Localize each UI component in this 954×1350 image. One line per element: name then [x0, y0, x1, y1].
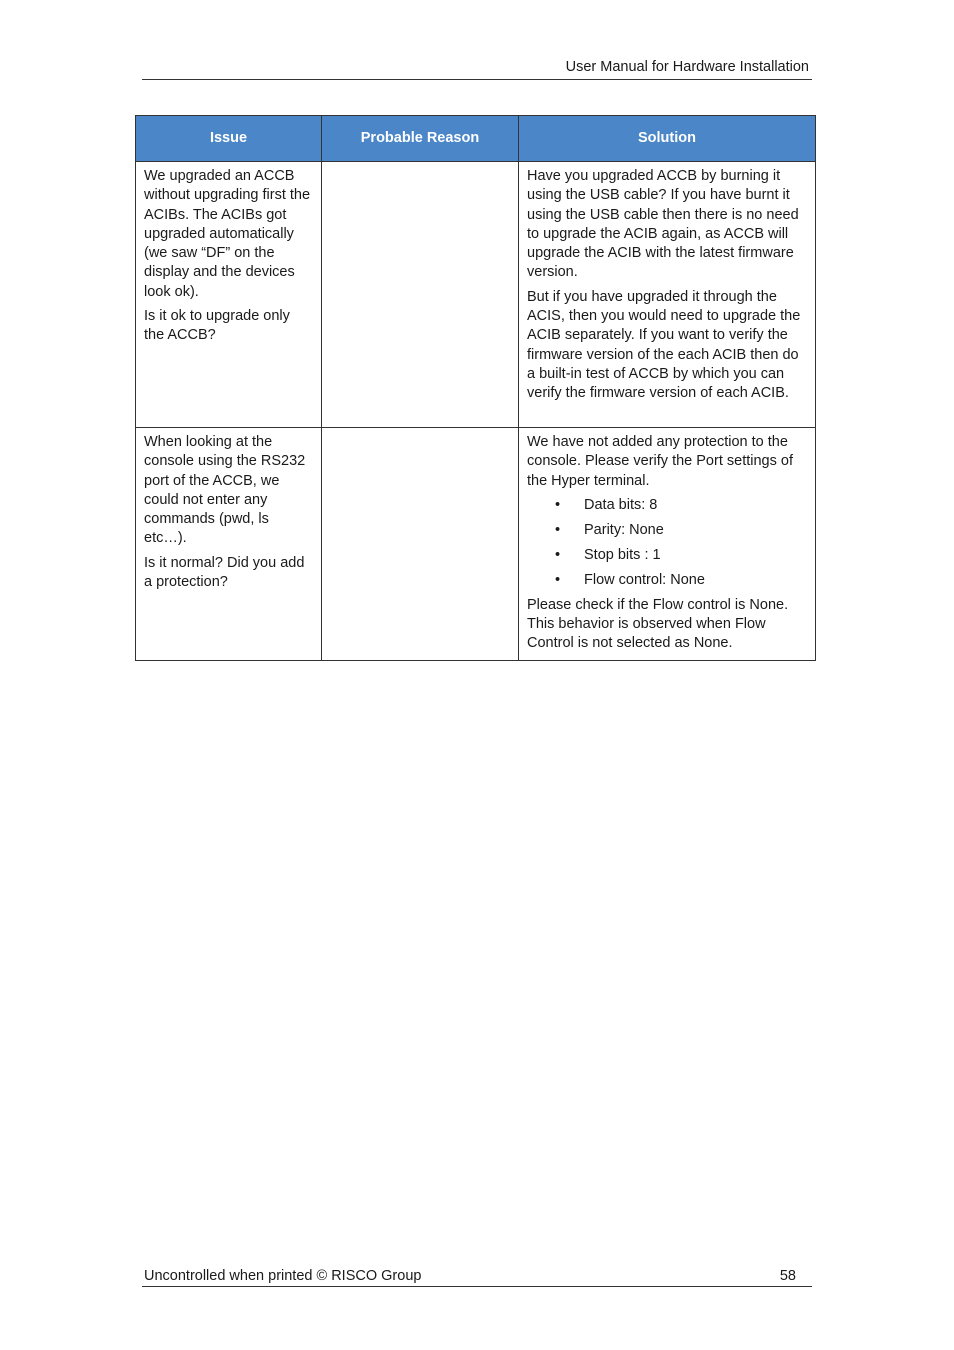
table-row — [136, 162, 816, 428]
running-header: User Manual for Hardware Installation — [565, 59, 809, 75]
solution-cell — [519, 162, 816, 428]
column-header-probable-reason: Probable Reason — [322, 116, 519, 162]
solution-text: But if you have upgraded it through the ACIS, then you would need to upgrade the ACIB separately. If you want to verify the firmware version of the each ACIB then do a built-in test of ACCB by which you can verify the firmware version of each ACIB. — [527, 288, 801, 402]
column-header-solution: Solution — [519, 116, 816, 162]
footer-copyright: Uncontrolled when printed © RISCO Group — [144, 1268, 422, 1284]
header-divider — [142, 79, 812, 80]
solution-cell — [519, 428, 816, 661]
list-item: • Flow control: None — [527, 571, 807, 590]
probable-reason-cell — [322, 428, 519, 661]
table-header-row — [136, 116, 816, 162]
probable-reason-cell — [322, 162, 519, 428]
table-row — [136, 428, 816, 661]
list-item: • Parity: None — [527, 521, 807, 540]
column-header-issue: Issue — [136, 116, 322, 162]
issue-cell — [136, 162, 322, 428]
issue-text: We upgraded an ACCB without upgrading first the ACIBs. The ACIBs got upgraded automatically (we saw “DF” on the display and the devices look ok). — [144, 168, 311, 300]
port-settings-list — [527, 496, 807, 590]
solution-outro: Please check if the Flow control is None. This behavior is observed when Flow Control is not selected as None. — [527, 596, 789, 652]
footer-divider — [142, 1286, 812, 1287]
list-item: • Stop bits : 1 — [527, 546, 807, 565]
issue-text: When looking at the console using the RS232 port of the ACCB, we could not enter any commands (pwd, ls etc…). — [144, 434, 306, 547]
page-number: 58 — [779, 1268, 796, 1284]
issue-question: Is it normal? Did you add a protection? — [144, 554, 305, 591]
solution-intro: We have not added any protection to the console. Please verify the Port settings of the Hyper terminal. — [527, 434, 793, 489]
issue-cell — [136, 428, 322, 661]
troubleshooting-table — [135, 115, 816, 661]
solution-text: Have you upgraded ACCB by burning it using the USB cable? If you have burnt it using the USB cable then there is no need to upgrade the ACIB again, as ACCB will upgrade the ACIB with the latest firmware version. — [527, 168, 799, 281]
issue-question: Is it ok to upgrade only the ACCB? — [144, 308, 290, 344]
list-item: • Data bits: 8 — [527, 496, 807, 515]
